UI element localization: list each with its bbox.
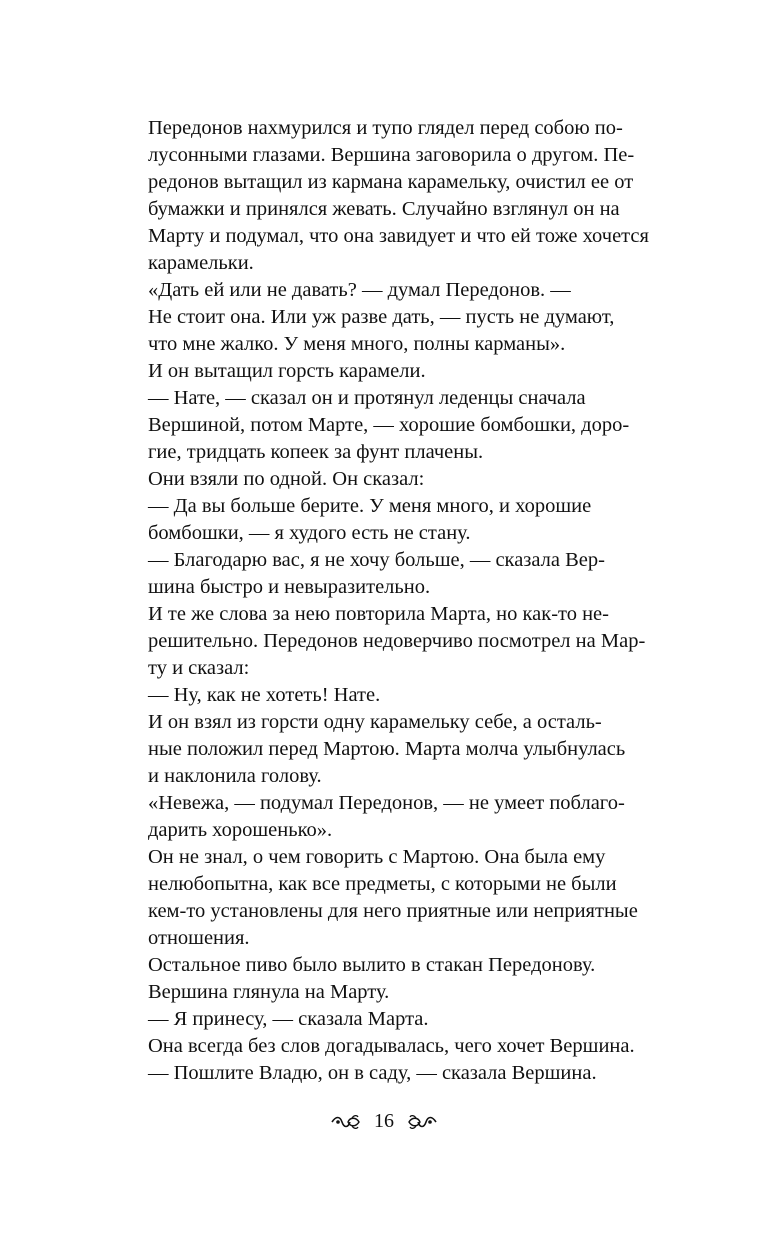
text-line: — Нате, — сказал он и протянул леденцы сначала bbox=[148, 387, 586, 409]
paragraph-10 bbox=[118, 709, 686, 790]
text-line: Передонов нахмурился и тупо глядел перед собою по- bbox=[148, 117, 623, 139]
page-number: 16 bbox=[374, 1110, 394, 1132]
text-line: Они взяли по одной. Он сказал: bbox=[148, 468, 425, 490]
text-line: бомбошки, — я худого есть не стану. bbox=[148, 522, 471, 544]
text-line: Вершиной, потом Марте, — хорошие бомбошки, доро- bbox=[148, 414, 630, 436]
page-footer bbox=[0, 1110, 768, 1133]
text-line: бумажки и принялся жевать. Случайно взглянул он на bbox=[148, 198, 620, 220]
text-line: нелюбопытна, как все предметы, с которыми не были bbox=[148, 873, 617, 895]
text-line: Не стоит она. Или уж разве дать, — пусть не думают, bbox=[148, 306, 615, 328]
paragraph-11 bbox=[118, 790, 686, 844]
paragraph-12 bbox=[118, 844, 686, 952]
text-line: карамельки. bbox=[148, 252, 254, 274]
text-line: — Пошлите Владю, он в саду, — сказала Вершина. bbox=[148, 1062, 597, 1084]
text-line: Она всегда без слов догадывалась, чего хочет Вершина. bbox=[148, 1035, 635, 1057]
text-line: «Невежа, — подумал Передонов, — не умеет поблаго- bbox=[148, 792, 625, 814]
text-line: решительно. Передонов недоверчиво посмотрел на Мар- bbox=[148, 630, 646, 652]
text-line: лусонными глазами. Вершина заговорила о другом. Пе- bbox=[148, 144, 635, 166]
flourish-right-icon bbox=[406, 1113, 438, 1131]
paragraph-7 bbox=[118, 547, 686, 601]
text-line: — Я принесу, — сказала Марта. bbox=[148, 1008, 429, 1030]
text-line: — Ну, как не хотеть! Нате. bbox=[148, 684, 381, 706]
paragraph-14 bbox=[118, 979, 686, 1006]
text-line: — Да вы больше берите. У меня много, и хорошие bbox=[148, 495, 592, 517]
paragraph-13 bbox=[118, 952, 686, 979]
text-line: отношения. bbox=[148, 927, 250, 949]
text-line: редонов вытащил из кармана карамельку, очистил ее от bbox=[148, 171, 634, 193]
paragraph-3 bbox=[118, 358, 686, 385]
text-line: ные положил перед Мартою. Марта молча улыбнулась bbox=[148, 738, 626, 760]
paragraph-15 bbox=[118, 1006, 686, 1033]
page-body bbox=[118, 115, 686, 1087]
text-line: И он взял из горсти одну карамельку себе, а осталь- bbox=[148, 711, 602, 733]
text-line: кем-то установлены для него приятные или неприятные bbox=[148, 900, 638, 922]
text-line: шина быстро и невыразительно. bbox=[148, 576, 431, 598]
flourish-left-icon bbox=[330, 1113, 362, 1131]
text-line: дарить хорошенько». bbox=[148, 819, 333, 841]
text-line: что мне жалко. У меня много, полны карманы». bbox=[148, 333, 566, 355]
text-line: Марту и подумал, что она завидует и что ей тоже хочется bbox=[148, 225, 649, 247]
paragraph-16 bbox=[118, 1033, 686, 1060]
text-line: гие, тридцать копеек за фунт плачены. bbox=[148, 441, 484, 463]
text-line: Он не знал, о чем говорить с Мартою. Она была ему bbox=[148, 846, 606, 868]
text-line: И те же слова за нею повторила Марта, но как-то не- bbox=[148, 603, 609, 625]
paragraph-9 bbox=[118, 682, 686, 709]
paragraph-5 bbox=[118, 466, 686, 493]
paragraph-4 bbox=[118, 385, 686, 466]
paragraph-2 bbox=[118, 277, 686, 358]
text-line: — Благодарю вас, я не хочу больше, — сказала Вер- bbox=[148, 549, 605, 571]
paragraph-8 bbox=[118, 601, 686, 682]
paragraph-1 bbox=[118, 115, 686, 277]
text-line: ту и сказал: bbox=[148, 657, 250, 679]
paragraph-6 bbox=[118, 493, 686, 547]
text-line: и наклонила голову. bbox=[148, 765, 322, 787]
text-line: Вершина глянула на Марту. bbox=[148, 981, 390, 1003]
text-line: И он вытащил горсть карамели. bbox=[148, 360, 426, 382]
text-line: «Дать ей или не давать? — думал Передонов. — bbox=[148, 279, 571, 301]
paragraph-17 bbox=[118, 1060, 686, 1087]
text-line: Остальное пиво было вылито в стакан Передонову. bbox=[148, 954, 596, 976]
